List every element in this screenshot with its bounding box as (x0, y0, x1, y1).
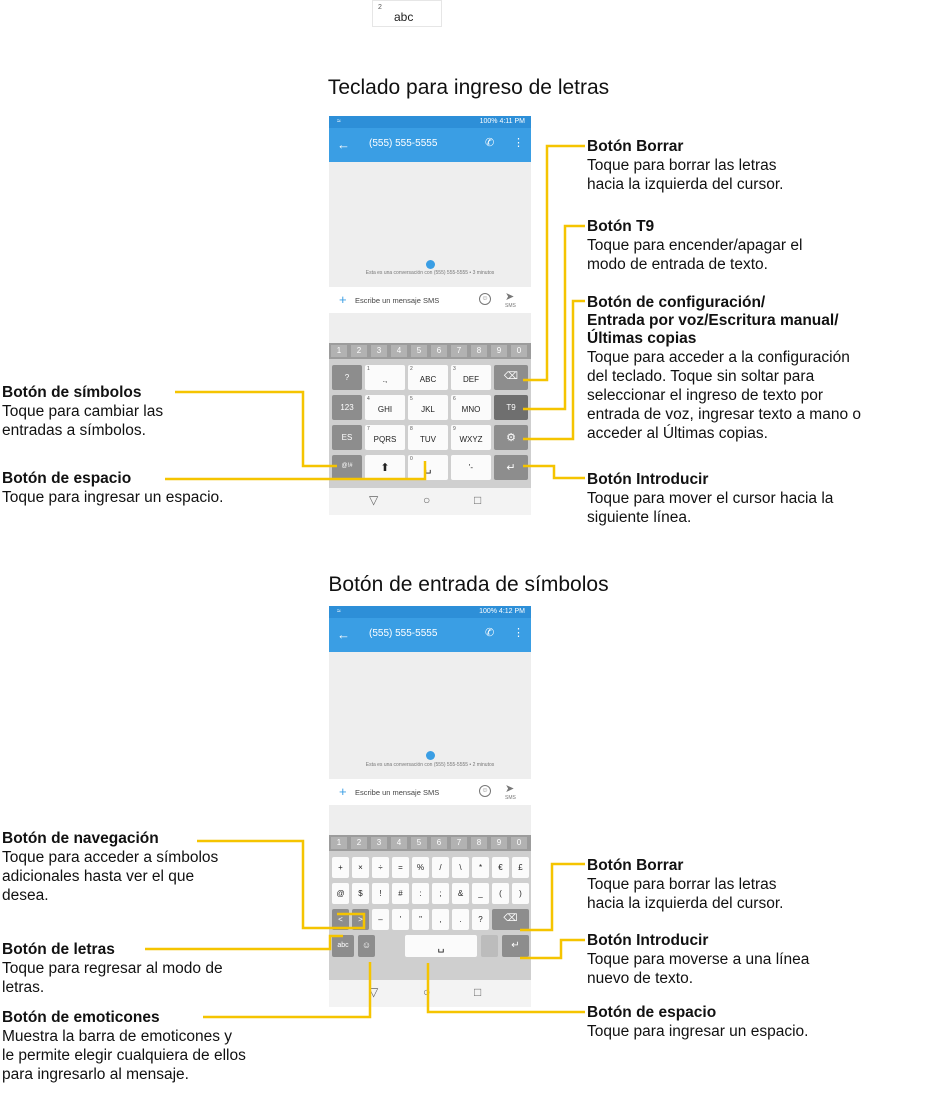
key-label: @ (336, 889, 345, 898)
key-superscript: 6 (453, 396, 456, 402)
key-label: $ (358, 889, 363, 898)
callout-desc-line: le permite elegir cualquiera de ellos (2, 1047, 246, 1064)
leader-config (523, 301, 585, 439)
key-superscript: 0 (410, 456, 413, 462)
emoji-icon[interactable]: ☺ (479, 785, 491, 797)
wifi-icon: ≈ (337, 608, 341, 615)
number-key[interactable]: 2 (351, 345, 367, 357)
home-circle-icon[interactable]: ○ (423, 985, 431, 999)
callout-desc-line: Toque para mover el cursor hacia la (587, 490, 834, 507)
callout-title: Botón de emoticones (2, 1009, 160, 1026)
key-label: @!# (341, 463, 353, 469)
gear-icon: ⚙ (506, 432, 516, 444)
key-label: GHI (377, 405, 393, 414)
send-icon[interactable]: ➤ (505, 783, 515, 795)
callout-title: Botón de espacio (587, 1004, 717, 1021)
callout-desc-line: Toque para regresar al modo de (2, 960, 223, 977)
more-options-icon[interactable]: ⋮ (513, 627, 524, 639)
key-label: T9 (506, 403, 516, 412)
number-key[interactable]: 8 (471, 345, 487, 357)
callout-desc-line: Toque para moverse a una línea (587, 951, 810, 968)
contact-number: (555) 555-5555 (369, 628, 438, 639)
leader-borrar (523, 146, 585, 380)
key-label: WXYZ (459, 435, 483, 444)
callout-title: Botón Introducir (587, 932, 709, 949)
recents-square-icon[interactable]: □ (474, 985, 482, 999)
key-label: ÷ (378, 863, 383, 872)
back-triangle-icon[interactable]: ▽ (369, 493, 379, 507)
number-key[interactable]: 9 (491, 837, 507, 849)
key-superscript: 3 (453, 366, 456, 372)
key-label: ! (379, 889, 382, 898)
space-icon: ␣ (424, 462, 432, 474)
callout-desc-line: entradas a símbolos. (2, 422, 146, 439)
key-label: % (416, 863, 425, 872)
key-label: < (338, 915, 343, 924)
key-label: ' (399, 915, 402, 924)
back-arrow-icon[interactable]: ← (337, 627, 350, 642)
key-label: 123 (340, 403, 354, 412)
callout-desc-line: Toque para encender/apagar el (587, 237, 803, 254)
callout-desc-line: seleccionar el ingreso de texto por (587, 387, 824, 404)
enter-arrow-icon: ↵ (506, 462, 516, 474)
status-text: 100% 4:11 PM (479, 118, 525, 125)
number-key[interactable]: 3 (371, 837, 387, 849)
key-label: & (457, 889, 464, 898)
key-label: / (439, 863, 442, 872)
number-key[interactable]: 9 (491, 345, 507, 357)
leader-emoticones (203, 962, 370, 1017)
key-superscript: 9 (453, 426, 456, 432)
number-key[interactable]: 4 (391, 345, 407, 357)
key-label: × (358, 863, 363, 872)
message-input[interactable]: Escribe un mensaje SMS (355, 788, 440, 797)
key-label: # (398, 889, 403, 898)
key-label: ; (439, 889, 442, 898)
section2-heading: Botón de entrada de símbolos (328, 573, 609, 596)
key-superscript: 1 (367, 366, 370, 372)
callout-title: Botón de navegación (2, 830, 159, 847)
callout-desc-line: hacia la izquierda del cursor. (587, 895, 784, 912)
number-key[interactable]: 7 (451, 345, 467, 357)
number-key[interactable]: 8 (471, 837, 487, 849)
number-key[interactable]: 0 (511, 837, 527, 849)
callout-title: Botón Borrar (587, 138, 684, 155)
callout-desc-line: Muestra la barra de emoticones y (2, 1028, 233, 1045)
back-arrow-icon[interactable]: ← (337, 137, 350, 152)
key-label: TUV (420, 435, 436, 444)
shift-arrow-icon: ⬆ (380, 462, 390, 474)
key-label: MNO (461, 405, 481, 414)
key-label: + (338, 863, 343, 872)
number-key[interactable]: 5 (411, 345, 427, 357)
callout-desc-line: Toque para borrar las letras (587, 157, 777, 174)
key-label: . (459, 915, 462, 924)
callout-desc-line: desea. (2, 887, 49, 904)
callout-desc-line: entrada de voz, ingresar texto a mano o (587, 406, 861, 423)
key-label: ES (341, 433, 353, 442)
key-label: , (439, 915, 442, 924)
key-label: ? (478, 915, 483, 924)
leader-navegacion (197, 841, 364, 928)
key-superscript: 7 (367, 426, 370, 432)
key-label: = (398, 863, 403, 872)
callout-title: Entrada por voz/Escritura manual/ (587, 312, 839, 329)
callout-desc-line: siguiente línea. (587, 509, 692, 526)
backspace-icon: ⌫ (503, 371, 519, 382)
smiley-icon: ☺ (361, 940, 372, 950)
callout-desc-line: modo de entrada de texto. (587, 256, 768, 273)
space-icon: ␣ (437, 941, 445, 953)
key-superscript: 4 (367, 396, 370, 402)
key-label: ( (499, 889, 502, 898)
key-label: ., (382, 375, 388, 384)
message-input[interactable]: Escribe un mensaje SMS (355, 296, 440, 305)
key-superscript: 5 (410, 396, 413, 402)
phone-icon[interactable]: ✆ (485, 627, 495, 639)
enter-arrow-icon: ↵ (511, 940, 520, 951)
callout-desc-line: del teclado. Toque sin soltar para (587, 368, 815, 385)
callout-title: Botón de configuración/ (587, 294, 766, 311)
number-key[interactable]: 1 (331, 837, 347, 849)
callout-desc-line: Toque para acceder a símbolos (2, 849, 219, 866)
callout-desc-line: Toque para acceder a la configuración (587, 349, 850, 366)
back-triangle-icon[interactable]: ▽ (369, 985, 379, 999)
key-label: * (478, 863, 483, 872)
number-key[interactable]: 5 (411, 837, 427, 849)
callout-title: Botón T9 (587, 218, 655, 235)
callout-title: Botón Introducir (587, 471, 709, 488)
attach-plus-icon[interactable]: + (339, 784, 347, 799)
send-icon[interactable]: ➤ (505, 291, 515, 303)
number-key[interactable]: 0 (511, 345, 527, 357)
key-label: : (419, 889, 422, 898)
key-label: > (358, 915, 363, 924)
callout-title: Botón de espacio (2, 470, 132, 487)
callout-title: Últimas copias (587, 330, 697, 347)
callout-desc-line: Toque para ingresar un espacio. (587, 1023, 809, 1040)
callout-desc-line: hacia la izquierda del cursor. (587, 176, 784, 193)
key-label: " (419, 915, 422, 924)
number-key[interactable]: 2 (351, 837, 367, 849)
conversation-info: Esta es una conversación con (555) 555-5555 • 2 minutos (365, 762, 495, 768)
leader-introducir-2 (520, 940, 585, 958)
key-label: _ (478, 889, 483, 898)
number-key[interactable]: 6 (431, 837, 447, 849)
status-text: 100% 4:12 PM (479, 608, 525, 615)
callout-desc-line: acceder al Últimas copias. (587, 425, 768, 442)
key-label: abc (337, 942, 349, 949)
key-label: PQRS (373, 435, 397, 444)
leader-introducir (523, 466, 585, 478)
wifi-icon: ≈ (337, 118, 341, 125)
leader-espacio (165, 461, 425, 479)
key-superscript: 2 (410, 366, 413, 372)
callout-desc-line: Toque para cambiar las (2, 403, 164, 420)
callout-title: Botón Borrar (587, 857, 684, 874)
key-label: \ (459, 863, 462, 872)
callout-desc-line: adicionales hasta ver el que (2, 868, 195, 885)
callout-desc-line: letras. (2, 979, 45, 996)
key-label: '- (468, 463, 474, 472)
callout-title: Botón de letras (2, 941, 115, 958)
number-key[interactable]: 4 (391, 837, 407, 849)
send-label: SMS (505, 795, 516, 801)
phone-icon[interactable]: ✆ (485, 137, 495, 149)
key-superscript: 8 (410, 426, 413, 432)
leader-simbolos (175, 392, 337, 466)
emoji-icon[interactable]: ☺ (479, 293, 491, 305)
contact-number: (555) 555-5555 (369, 138, 438, 149)
section1-heading: Teclado para ingreso de letras (327, 76, 610, 99)
key-label: ABC (419, 375, 437, 384)
recents-square-icon[interactable]: □ (474, 493, 482, 507)
callout-desc-line: para ingresarlo al mensaje. (2, 1066, 189, 1083)
key-label: abc (394, 10, 414, 24)
leader-letras (145, 936, 343, 949)
number-key[interactable]: 1 (331, 345, 347, 357)
number-key[interactable]: 6 (431, 345, 447, 357)
key-label: ) (519, 889, 522, 898)
more-options-icon[interactable]: ⋮ (513, 137, 524, 149)
callout-title: Botón de símbolos (2, 384, 142, 401)
key-label: ? (344, 373, 350, 382)
attach-plus-icon[interactable]: + (339, 292, 347, 307)
key-label: JKL (421, 405, 435, 414)
backspace-icon: ⌫ (503, 913, 518, 924)
number-key[interactable]: 3 (371, 345, 387, 357)
key-superscript: 2 (378, 4, 382, 11)
leader-t9 (523, 226, 585, 409)
callout-desc-line: nuevo de texto. (587, 970, 693, 987)
leader-borrar-2 (520, 864, 585, 930)
key-label: € (498, 863, 503, 872)
conversation-info: Esta es una conversación con (555) 555-5555 • 3 minutos (365, 270, 495, 276)
key-label: DEF (463, 375, 479, 384)
send-label: SMS (505, 303, 516, 309)
key-label: £ (518, 863, 523, 872)
number-key[interactable]: 7 (451, 837, 467, 849)
callout-desc-line: Toque para borrar las letras (587, 876, 777, 893)
leader-espacio-2 (428, 963, 585, 1012)
callout-desc-line: Toque para ingresar un espacio. (2, 489, 224, 506)
key-label: – (378, 915, 383, 924)
home-circle-icon[interactable]: ○ (423, 493, 431, 507)
